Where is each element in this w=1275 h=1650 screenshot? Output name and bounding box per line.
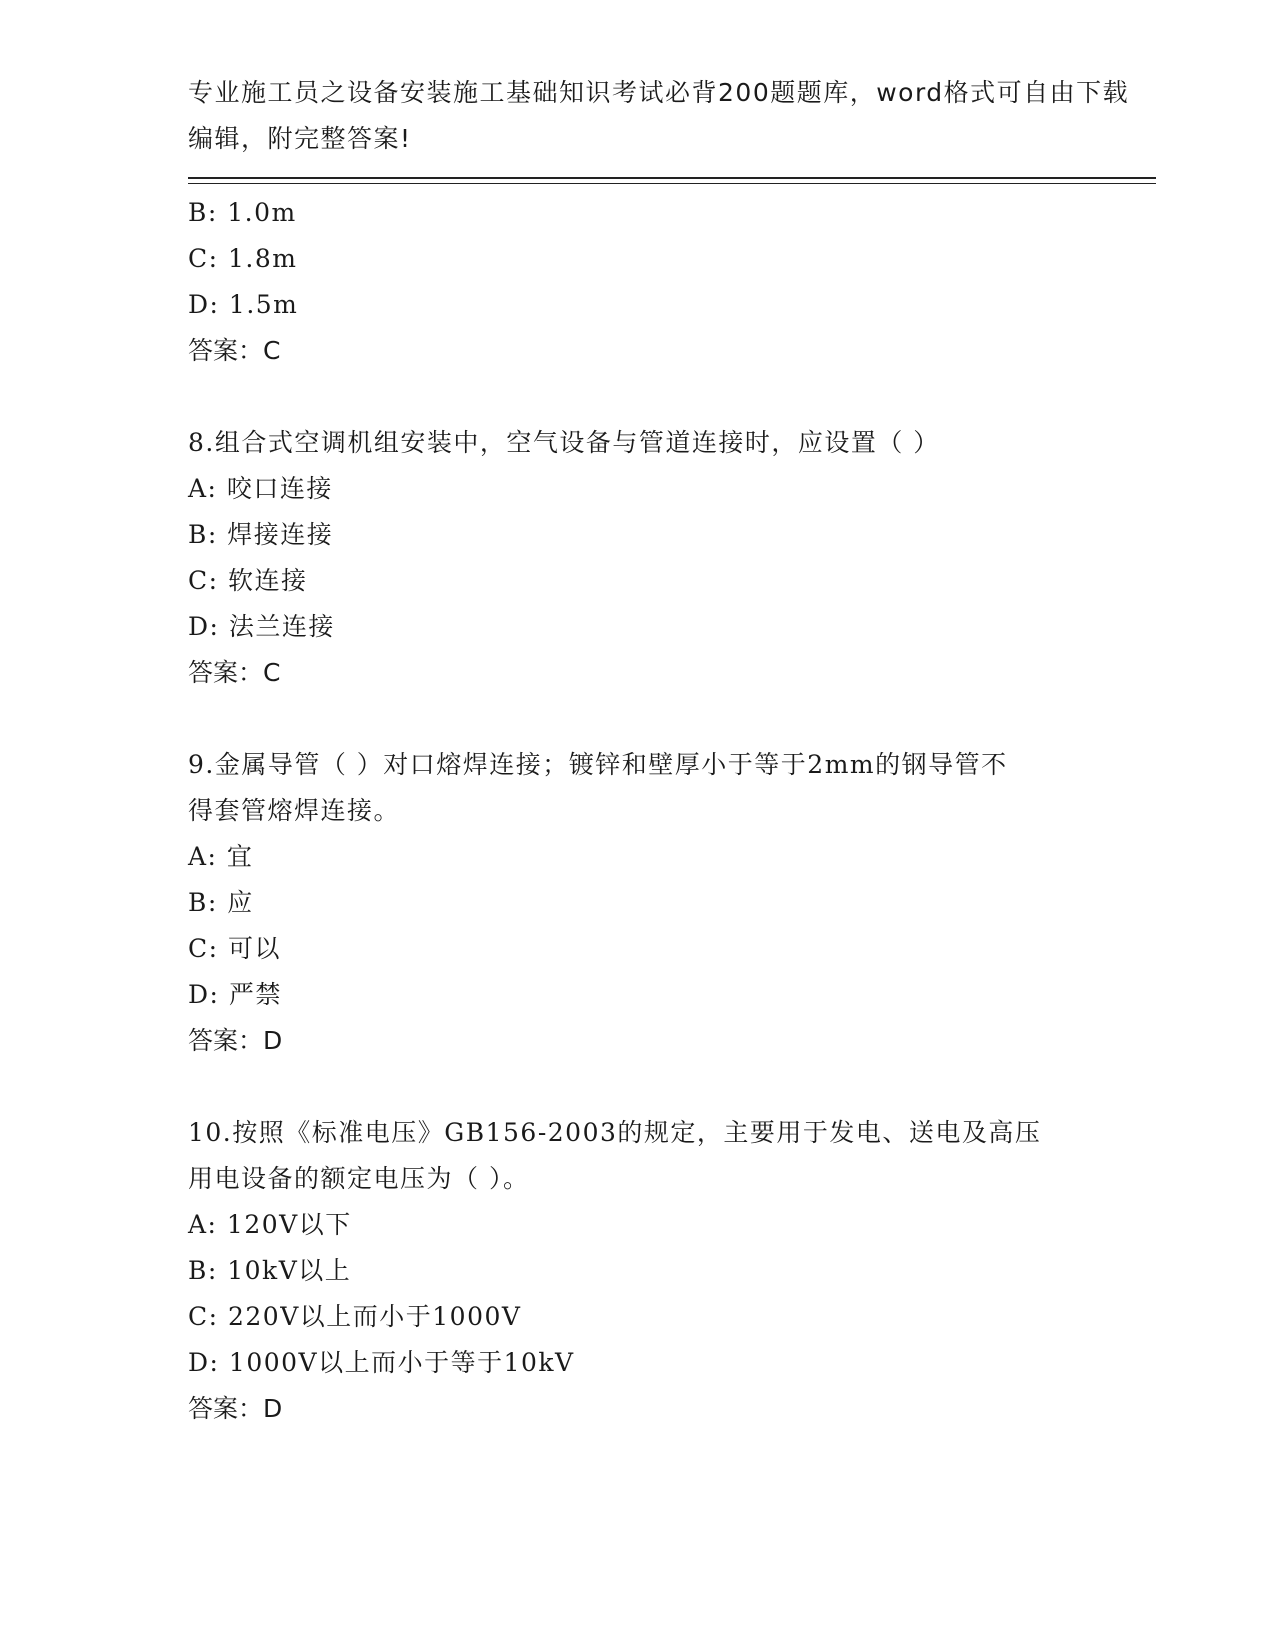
question-stem: 9.金属导管（ ）对口熔焊连接；镀锌和壁厚小于等于2mm的钢导管不 [188, 750, 1008, 779]
answer-line: 答案：D [188, 1394, 283, 1423]
answer-line: 答案：D [188, 1026, 283, 1055]
question-9 [188, 742, 1088, 1064]
spacer [188, 1064, 1088, 1110]
answer-line: 答案：C [188, 658, 281, 687]
option-b: B: 应 [188, 888, 254, 917]
option-c: C: 软连接 [188, 566, 308, 595]
document-header [188, 70, 1130, 162]
question-stem: 10.按照《标准电压》GB156-2003的规定，主要用于发电、送电及高压 [188, 1118, 1042, 1147]
option-a: A: 咬口连接 [188, 474, 333, 503]
option-a: A: 宜 [188, 842, 254, 871]
option-a: A: 120V以下 [188, 1210, 352, 1239]
option-c: C: 220V以上而小于1000V [188, 1302, 522, 1331]
option-d: D: 严禁 [188, 980, 282, 1009]
question-stem: 8.组合式空调机组安装中，空气设备与管道连接时，应设置（ ） [188, 428, 940, 457]
answer-line: 答案：C [188, 336, 281, 365]
header-divider-thick [188, 177, 1156, 179]
option-b: B: 10kV以上 [188, 1256, 352, 1285]
option-b: B: 1.0m [188, 198, 297, 227]
header-title-line-1: 专业施工员之设备安装施工基础知识考试必背200题题库，word格式可自由下载 [188, 78, 1130, 107]
option-c: C: 可以 [188, 934, 281, 963]
question-10 [188, 1110, 1088, 1432]
option-d: D: 1.5m [188, 290, 299, 319]
option-d: D: 1000V以上而小于等于10kV [188, 1348, 575, 1377]
header-title-line-2: 编辑，附完整答案! [188, 124, 412, 153]
question-stem-continued: 用电设备的额定电压为（ ）。 [188, 1164, 530, 1193]
option-c: C: 1.8m [188, 244, 298, 273]
spacer [188, 374, 1088, 420]
question-stem-continued: 得套管熔焊连接。 [188, 796, 401, 825]
spacer [188, 696, 1088, 742]
option-b: B: 焊接连接 [188, 520, 334, 549]
header-divider-thin [188, 183, 1156, 184]
question-7-continued [188, 190, 1088, 374]
document-body [188, 190, 1088, 1432]
option-d: D: 法兰连接 [188, 612, 335, 641]
question-8 [188, 420, 1088, 696]
